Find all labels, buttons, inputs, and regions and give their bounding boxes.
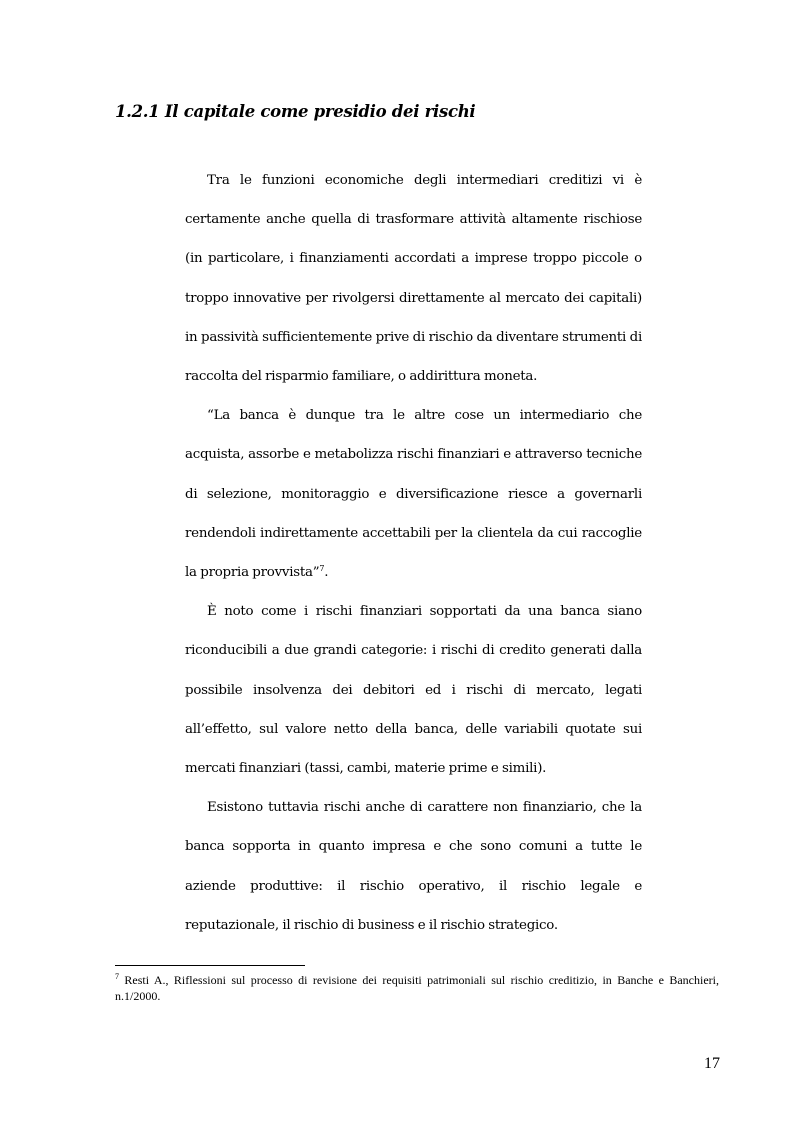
footnote-divider [115, 965, 305, 966]
footnote-number: 7 [115, 972, 119, 981]
footnote-text: Resti A., Riflessioni sul processo di revisione dei requisiti patrimoniali sul rischio creditizio, in Banche e Banchieri, n.1/2000. [115, 973, 719, 1003]
section-heading: 1.2.1 Il capitale come presidio dei rischi [115, 102, 476, 121]
footnote-reference[interactable]: 7 [319, 564, 325, 574]
body-text [185, 161, 642, 945]
paragraph-3-text: È noto come i rischi finanziari sopportati da una banca siano riconducibili a due grandi categorie: i rischi di credito generati dalla possibile insolvenza dei debitori ed i rischi di mercato, legati all’effetto, sul valore netto della banca, delle variabili quotate sui mercati finanziari (tassi, cambi, materie prime e simili). [185, 604, 642, 777]
paragraph-4-text: Esistono tuttavia rischi anche di carattere non finanziario, che la banca sopporta in quanto impresa e che sono comuni a tutte le aziende produttive: il rischio operativo, il rischio legale e reputazionale, il rischio di business e il rischio strategico. [185, 800, 642, 933]
paragraph-3 [185, 592, 642, 788]
paragraph-2 [185, 396, 642, 592]
footnote [115, 972, 719, 1004]
paragraph-1-text: Tra le funzioni economiche degli intermediari creditizi vi è certamente anche quella di trasformare attività altamente rischiose (in particolare, i finanziamenti accordati a imprese troppo piccole o troppo innovative per rivolgersi direttamente al mercato dei capitali) in passività sufficientemente prive di rischio da diventare strumenti di raccolta del risparmio familiare, o addirittura moneta. [185, 173, 642, 385]
page-number: 17 [704, 1055, 720, 1072]
paragraph-1 [185, 161, 642, 396]
paragraph-2-text: “La banca è dunque tra le altre cose un intermediario che acquista, assorbe e metabolizza rischi finanziari e attraverso tecniche di selezione, monitoraggio e diversificazione riesce a governarli rendendoli indirettamente accettabili per la clientela da cui raccoglie la propria provvista” [185, 408, 642, 581]
paragraph-4 [185, 788, 642, 945]
paragraph-2-end: . [324, 565, 329, 581]
